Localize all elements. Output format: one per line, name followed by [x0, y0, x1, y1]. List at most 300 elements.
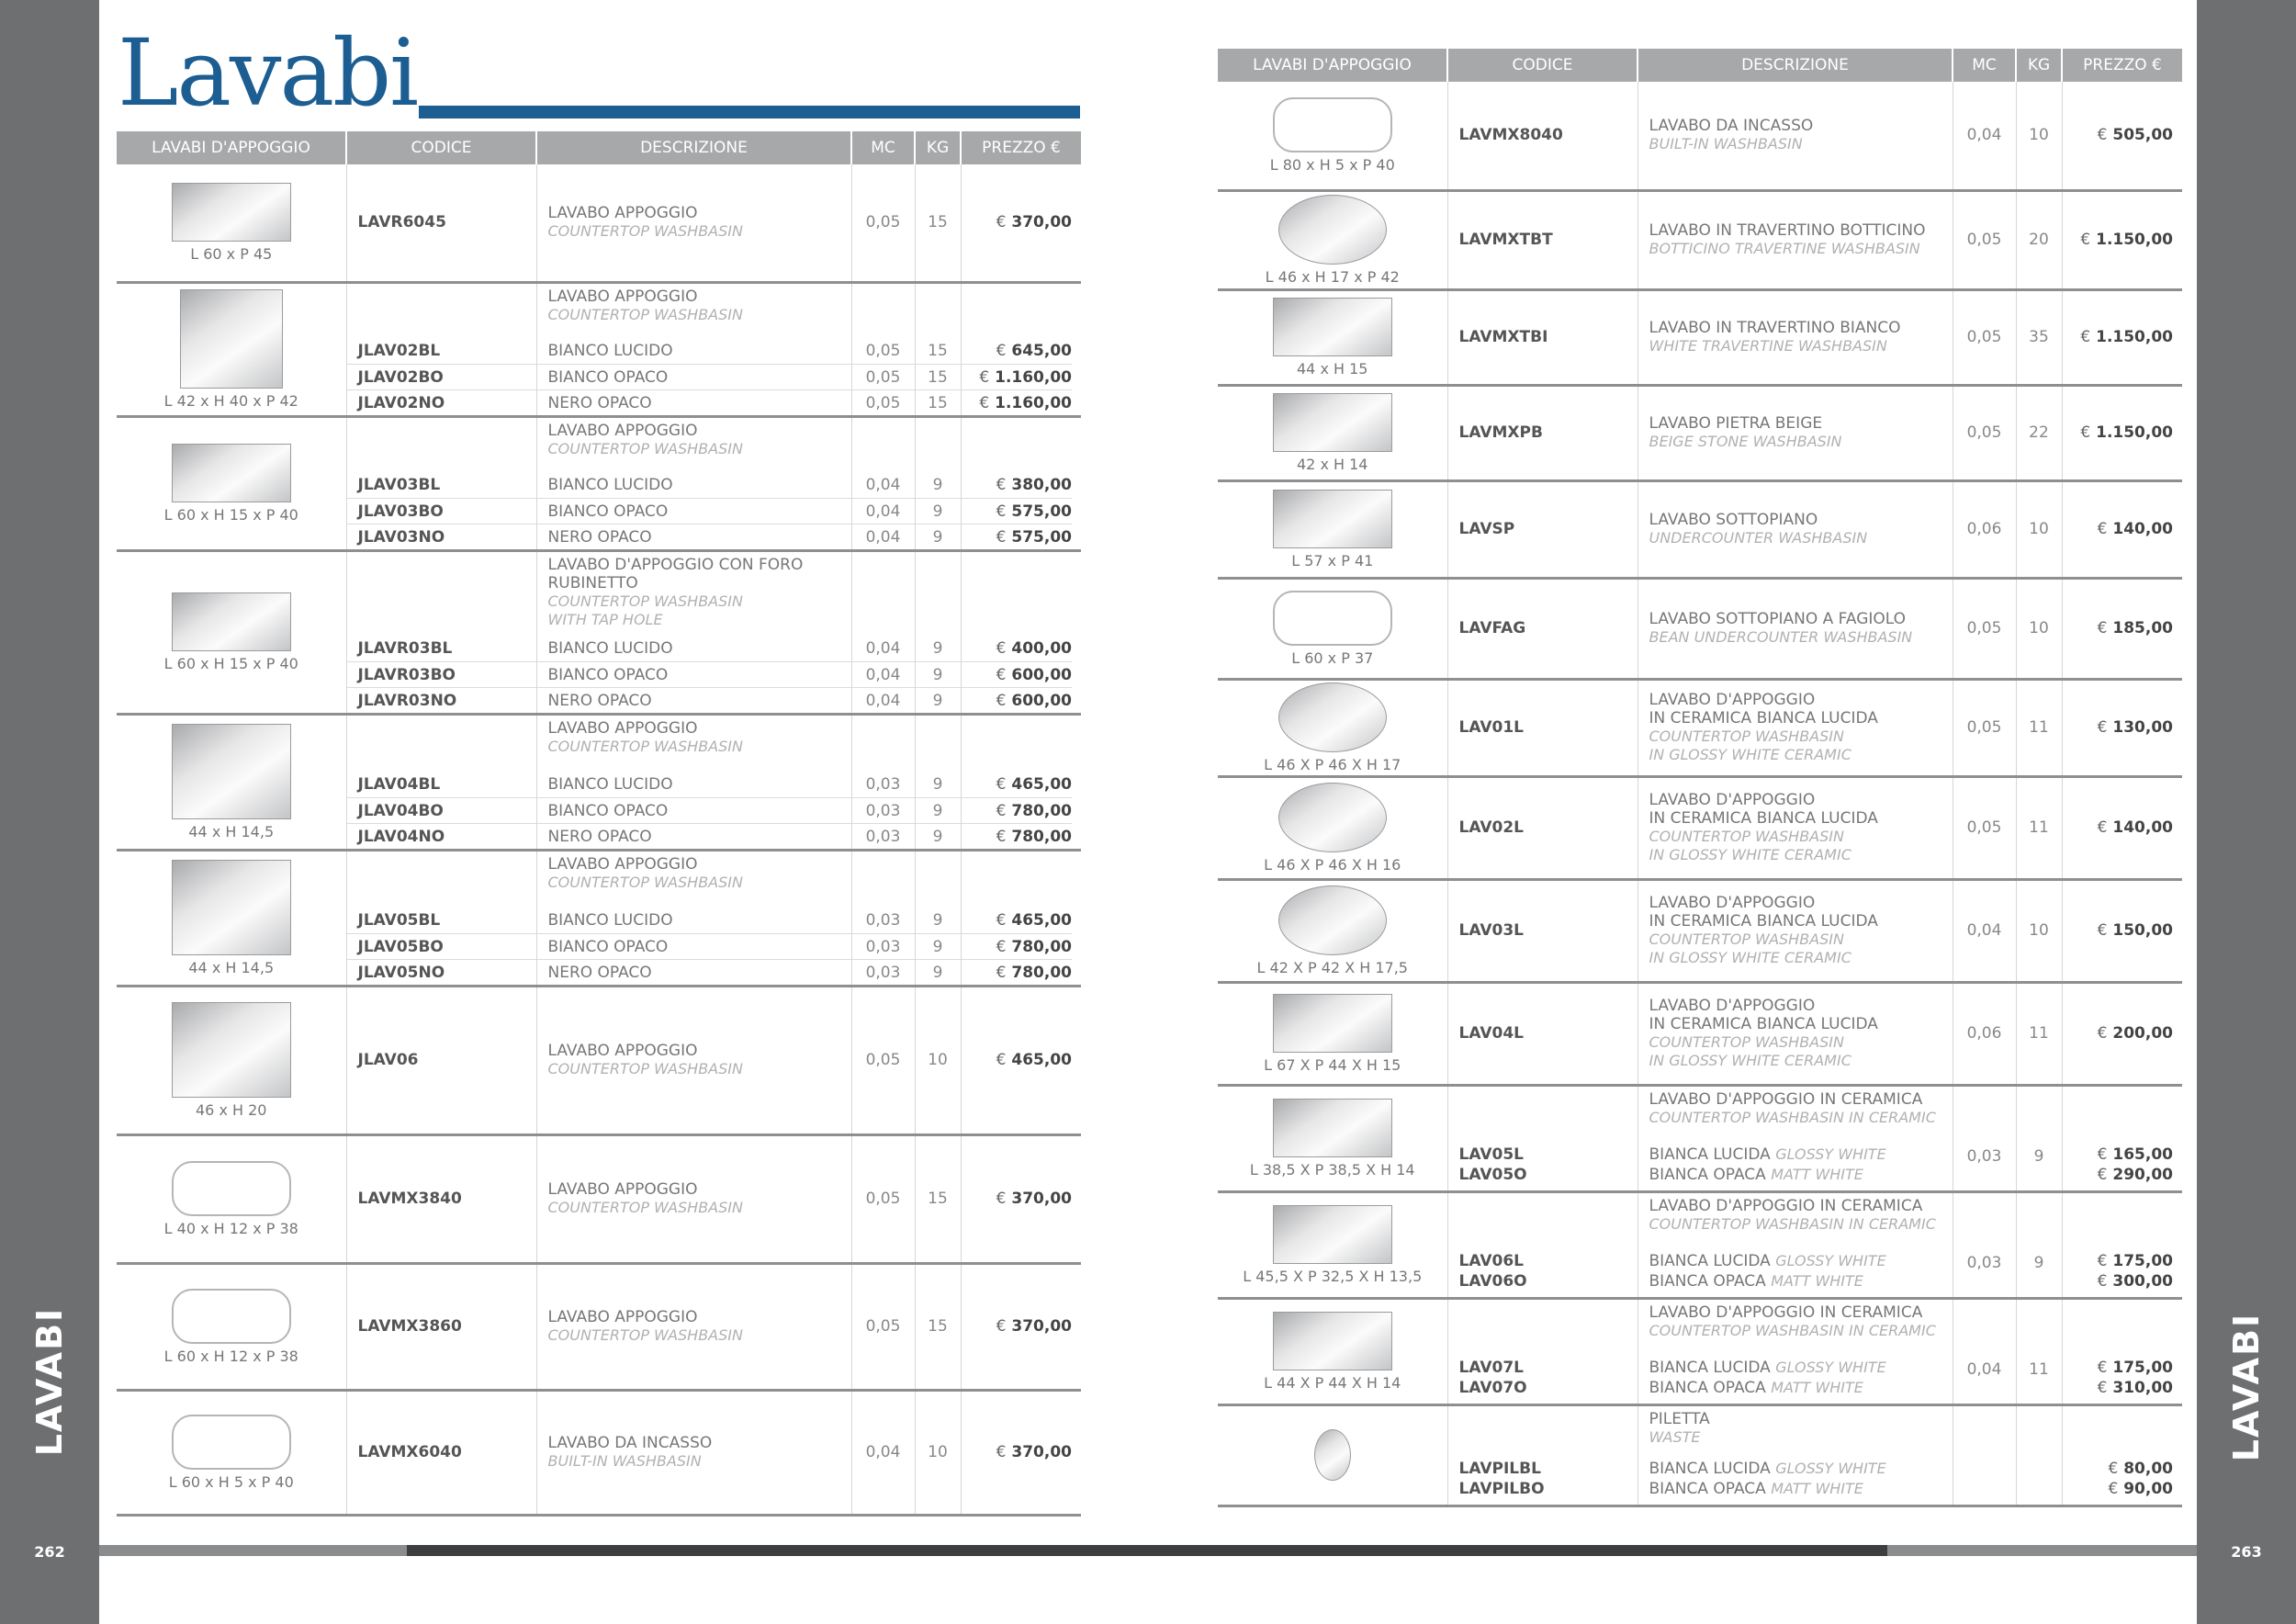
product-image-cell [117, 1263, 346, 1390]
description-en: BUILT-IN WASHBASIN [547, 1452, 702, 1470]
group-description [537, 418, 851, 462]
description-stack [1638, 881, 1953, 981]
variant-code: LAV05O [1458, 1165, 1527, 1184]
variant-code: JLAVR03BL [357, 638, 453, 658]
description-stack [1638, 1300, 1953, 1404]
currency: € [2080, 328, 2091, 346]
currency: € [2097, 818, 2108, 837]
price-cell [2062, 1298, 2182, 1404]
mc-stack [1953, 681, 2016, 775]
page-title: Lavabi [118, 19, 418, 127]
left-price-table [117, 131, 1081, 1517]
kg-value: 9 [916, 661, 961, 687]
price-value [962, 1047, 1073, 1073]
variant-code: LAVPILBL [1458, 1459, 1541, 1478]
product-dimensions: L 42 X P 42 X H 17,5 [1256, 958, 1408, 976]
kg-cell [915, 164, 961, 282]
currency: € [996, 502, 1007, 521]
amount: 780,00 [1011, 963, 1072, 982]
page-number-right: 263 [2231, 1543, 2262, 1561]
mc-value: 0,05 [1966, 328, 2002, 346]
code-stack [1448, 681, 1638, 775]
price-stack [962, 164, 1073, 281]
mc-stack [852, 418, 915, 549]
description-it: LAVABO IN TRAVERTINO BOTTICINO [1649, 221, 1926, 240]
kg-value: 11 [2029, 1360, 2049, 1379]
product-image [180, 289, 283, 389]
description-cell [536, 1390, 851, 1515]
mc-value: 0,06 [1966, 520, 2002, 538]
price-value [962, 823, 1073, 849]
product-dimensions: L 67 X P 44 X H 15 [1264, 1055, 1401, 1074]
mc-value: 0,04 [865, 1443, 901, 1461]
price-value [2063, 516, 2174, 542]
finish-en: GLOSSY WHITE [1775, 1358, 1886, 1376]
price-cell [961, 1263, 1081, 1390]
variant-code: LAV05L [1458, 1145, 1524, 1164]
kg-value: 9 [932, 774, 943, 794]
variant-finish: BIANCO LUCIDO [547, 341, 673, 360]
amount: 1.150,00 [2096, 423, 2173, 442]
price-cell [2062, 776, 2182, 879]
price-value [2063, 420, 2174, 445]
description-it: LAVABO D'APPOGGIO [1649, 691, 1816, 709]
description-it-line2: IN CERAMICA BIANCA LUCIDA [1649, 1015, 1878, 1033]
price-stack [962, 552, 1073, 713]
kg-value: 15 [928, 1317, 948, 1336]
kg-value: 15 [916, 389, 961, 415]
code-cell [1447, 578, 1638, 679]
product-dimensions: L 46 X P 46 X H 17 [1264, 755, 1401, 773]
kg-cell [2016, 480, 2062, 578]
description-cell [1638, 1404, 1953, 1506]
variant-code: LAV06L [1458, 1251, 1524, 1270]
product-row [117, 1263, 1081, 1390]
variant-finish [1638, 1251, 1953, 1271]
variant-code: LAV07O [1458, 1378, 1527, 1397]
variant-code: JLAV05BL [357, 910, 441, 930]
variant-code: JLAV03BL [357, 475, 441, 494]
kg-stack [2017, 1193, 2062, 1297]
variant-finish: BIANCO OPACO [537, 364, 851, 389]
variant-list [537, 908, 851, 985]
mc-cell [1953, 190, 2016, 289]
description-stack [537, 851, 851, 985]
amount: 200,00 [2112, 1024, 2173, 1043]
product-image-cell [117, 282, 346, 416]
kg-stack [916, 1136, 961, 1262]
mc-cell [1953, 982, 2016, 1085]
header-kg: KG [915, 131, 961, 164]
variant-finish: BIANCO LUCIDO [547, 910, 673, 930]
product-image [172, 592, 291, 651]
product-dimensions: L 38,5 X P 38,5 X H 14 [1249, 1160, 1415, 1179]
price-stack [2063, 387, 2174, 479]
code-stack [1448, 984, 1638, 1084]
product-code: LAVSP [1458, 520, 1515, 538]
variant-code: JLAV03NO [347, 524, 536, 549]
description-it: LAVABO APPOGGIO [547, 421, 698, 440]
description-en: COUNTERTOP WASHBASIN IN CERAMIC [1649, 1108, 1936, 1126]
price-stack [2063, 192, 2174, 288]
finish-it: BIANCA OPACA [1649, 1165, 1766, 1184]
product-description [537, 1038, 851, 1082]
bottom-rule [99, 1545, 2197, 1556]
code-stack [1448, 82, 1638, 189]
price-cell [961, 850, 1081, 986]
mc-value: 0,05 [852, 364, 915, 389]
code-cell [346, 164, 536, 282]
amount: 300,00 [2112, 1271, 2173, 1291]
code-cell [346, 416, 536, 550]
product-description [1638, 411, 1953, 455]
product-row [117, 416, 1081, 550]
product-image-cell [1218, 879, 1447, 982]
price-value [962, 498, 1073, 524]
kg-cell [2016, 190, 2062, 289]
price-stack [2063, 82, 2174, 189]
description-en-line2: IN GLOSSY WHITE CERAMIC [1649, 746, 1851, 763]
description-en: COUNTERTOP WASHBASIN [1649, 930, 1844, 948]
kg-value: 9 [932, 910, 943, 930]
description-en-line2: IN GLOSSY WHITE CERAMIC [1649, 949, 1851, 966]
mc-value: 0,05 [1966, 423, 2002, 442]
description-it: LAVABO DA INCASSO [547, 1434, 713, 1452]
kg-value [2017, 1460, 2062, 1486]
product-dimensions: 46 x H 20 [196, 1100, 267, 1119]
header-code: CODICE [346, 131, 536, 164]
product-code: LAVMX6040 [357, 1443, 462, 1461]
product-dimensions: 44 x H 14,5 [188, 822, 275, 840]
mc-cell [851, 714, 915, 850]
amount: 505,00 [2112, 126, 2173, 145]
finish-it: BIANCA OPACA [1649, 1378, 1766, 1397]
description-cell [1638, 578, 1953, 679]
amount: 130,00 [2112, 718, 2173, 737]
group-description [537, 716, 851, 760]
kg-value: 11 [2029, 718, 2049, 737]
description-en: BUILT-IN WASHBASIN [1649, 135, 1803, 153]
currency: € [2097, 1358, 2108, 1377]
kg-stack [2017, 192, 2062, 288]
currency: € [2108, 1459, 2119, 1478]
currency: € [996, 910, 1007, 930]
product-code: JLAV06 [357, 1051, 419, 1069]
description-stack [1638, 192, 1953, 288]
kg-value: 9 [916, 524, 961, 549]
variant-finish: BIANCO OPACO [537, 661, 851, 687]
product-image-cell [1218, 190, 1447, 289]
product-row [1218, 776, 2182, 879]
description-stack [1638, 580, 1953, 678]
mc-cell [1953, 1298, 2016, 1404]
group-description [1638, 1193, 1953, 1237]
description-cell [536, 282, 851, 416]
product-image [172, 183, 291, 242]
product-row [1218, 1191, 2182, 1298]
description-cell [536, 850, 851, 986]
description-en: BEAN UNDERCOUNTER WASHBASIN [1649, 628, 1913, 646]
description-en: COUNTERTOP WASHBASIN [547, 873, 743, 891]
product-dimensions: L 60 x H 15 x P 40 [163, 654, 298, 672]
product-dimensions: L 46 X P 46 X H 16 [1264, 855, 1401, 874]
kg-cell [2016, 982, 2062, 1085]
mc-stack [1953, 291, 2016, 384]
kg-stack [2017, 1300, 2062, 1404]
currency: € [996, 527, 1007, 547]
variant-code: JLAV04BO [347, 797, 536, 823]
product-image-cell [1218, 289, 1447, 385]
product-image [172, 724, 291, 819]
code-cell [346, 282, 536, 416]
product-description [1638, 218, 1953, 262]
product-image-cell [117, 416, 346, 550]
price-value [2063, 918, 2174, 943]
mc-stack [1953, 1406, 2016, 1505]
description-cell [1638, 82, 1953, 190]
product-row [1218, 578, 2182, 679]
description-cell [1638, 879, 1953, 982]
description-en: COUNTERTOP WASHBASIN [547, 439, 743, 457]
price-value [2063, 1358, 2174, 1378]
price-stack [2063, 1300, 2174, 1404]
product-code: LAVMXTBT [1458, 231, 1553, 249]
amount: 380,00 [1011, 475, 1072, 494]
price-stack [2063, 291, 2174, 384]
product-row [1218, 879, 2182, 982]
description-it: LAVABO D'APPOGGIO IN CERAMICA [1649, 1196, 1923, 1215]
mc-cell [851, 1263, 915, 1390]
price-value [962, 209, 1073, 235]
product-dimensions: L 44 X P 44 X H 14 [1264, 1373, 1401, 1392]
variant-finish: BIANCO LUCIDO [547, 774, 673, 794]
kg-value: 9 [916, 823, 961, 849]
code-stack [1448, 1300, 1638, 1404]
kg-value: 15 [928, 341, 948, 360]
product-row [1218, 1298, 2182, 1404]
price-value [962, 908, 1073, 933]
side-label-right: LAVABI [2226, 1312, 2267, 1462]
header-desc: DESCRIZIONE [536, 131, 851, 164]
kg-value: 9 [916, 797, 961, 823]
kg-value: 9 [932, 638, 943, 658]
amount: 575,00 [1011, 502, 1072, 521]
mc-stack [1953, 1087, 2016, 1190]
product-row [1218, 82, 2182, 190]
currency: € [2097, 1024, 2108, 1043]
product-image [172, 1161, 291, 1216]
finish-en: GLOSSY WHITE [1775, 1145, 1886, 1163]
code-stack [347, 1392, 536, 1514]
kg-cell [2016, 82, 2062, 190]
kg-value: 9 [916, 959, 961, 985]
mc-stack [1953, 482, 2016, 577]
product-dimensions: 42 x H 14 [1297, 455, 1368, 473]
currency: € [996, 1051, 1007, 1069]
kg-cell [2016, 1404, 2062, 1506]
product-image [172, 860, 291, 955]
finish-it: BIANCA LUCIDA [1649, 1145, 1771, 1164]
price-value [2063, 1165, 2174, 1185]
product-dimensions: 44 x H 14,5 [188, 958, 275, 976]
header-price: PREZZO € [2062, 49, 2182, 82]
kg-value: 11 [2029, 818, 2049, 837]
price-value [2063, 1145, 2174, 1165]
product-description [537, 1304, 851, 1348]
mc-cell [851, 416, 915, 550]
kg-stack [2017, 778, 2062, 878]
mc-value [1953, 1460, 2016, 1486]
currency: € [996, 213, 1007, 232]
mc-cell [1953, 1191, 2016, 1298]
amount: 140,00 [2112, 818, 2173, 837]
kg-value: 10 [928, 1443, 948, 1461]
currency: € [2097, 1251, 2108, 1270]
mc-stack [852, 284, 915, 415]
mc-stack [1953, 1300, 2016, 1404]
description-it: LAVABO IN TRAVERTINO BIANCO [1649, 319, 1901, 337]
price-cell [2062, 1191, 2182, 1298]
description-stack [1638, 1406, 1953, 1505]
description-en: COUNTERTOP WASHBASIN [547, 1199, 743, 1216]
price-value [962, 797, 1073, 823]
product-dimensions: L 40 x H 12 x P 38 [163, 1219, 298, 1237]
amount: 465,00 [1011, 774, 1072, 794]
price-value [962, 772, 1073, 797]
product-image-cell [117, 714, 346, 850]
price-cell [2062, 879, 2182, 982]
mc-value: 0,04 [1966, 126, 2002, 145]
description-cell [1638, 982, 1953, 1085]
mc-stack [1953, 881, 2016, 981]
header-type: LAVABI D'APPOGGIO [1218, 49, 1447, 82]
product-dimensions: L 46 x H 17 x P 42 [1265, 267, 1400, 286]
amount: 780,00 [1011, 827, 1072, 846]
currency: € [996, 774, 1007, 794]
code-stack [1448, 291, 1638, 384]
price-value [962, 1439, 1073, 1465]
code-stack [1448, 1193, 1638, 1297]
kg-cell [915, 1390, 961, 1515]
currency: € [2097, 1271, 2108, 1291]
description-cell [1638, 1191, 1953, 1298]
kg-cell [915, 1134, 961, 1263]
product-row [1218, 190, 2182, 289]
price-value [2063, 615, 2174, 641]
price-cell [2062, 480, 2182, 578]
kg-cell [915, 986, 961, 1134]
mc-value: 0,05 [865, 1051, 901, 1069]
kg-value: 9 [2033, 1147, 2044, 1166]
price-value [2063, 1251, 2174, 1271]
code-stack [1448, 387, 1638, 479]
product-code: LAVMXTBI [1458, 328, 1548, 346]
product-code: LAVFAG [1458, 619, 1526, 637]
left-sidebar [0, 0, 99, 1624]
product-dimensions: 44 x H 15 [1297, 359, 1368, 378]
price-cell [2062, 289, 2182, 385]
kg-value: 9 [916, 687, 961, 713]
description-it: LAVABO PIETRA BEIGE [1649, 414, 1823, 433]
amount: 1.160,00 [995, 367, 1072, 387]
product-row [1218, 289, 2182, 385]
price-value [2063, 1271, 2174, 1291]
mc-value: 0,04 [852, 524, 915, 549]
price-cell [961, 416, 1081, 550]
kg-stack [2017, 580, 2062, 678]
product-image-cell [1218, 776, 1447, 879]
description-stack [1638, 984, 1953, 1084]
code-cell [1447, 679, 1638, 776]
mc-value: 0,06 [1966, 1024, 2002, 1043]
finish-en: MATT WHITE [1771, 1165, 1863, 1183]
product-description [1638, 993, 1953, 1074]
mc-cell [851, 1134, 915, 1263]
product-image-cell [1218, 480, 1447, 578]
amount: 600,00 [1011, 665, 1072, 684]
mc-stack [852, 552, 915, 713]
mc-cell [851, 282, 915, 416]
description-it: LAVABO APPOGGIO [547, 854, 698, 874]
amount: 150,00 [2112, 921, 2173, 940]
currency: € [2080, 423, 2091, 442]
code-stack [347, 1136, 536, 1262]
variant-finish: NERO OPACO [537, 389, 851, 415]
currency: € [996, 827, 1007, 846]
amount: 465,00 [1011, 910, 1072, 930]
price-cell [961, 986, 1081, 1134]
variant-finish: NERO OPACO [537, 823, 851, 849]
price-stack [2063, 1193, 2174, 1297]
code-cell [346, 1390, 536, 1515]
kg-cell [2016, 776, 2062, 879]
mc-value: 0,03 [852, 933, 915, 959]
product-image-cell [1218, 1085, 1447, 1191]
mc-value: 0,04 [852, 661, 915, 687]
product-image-cell [1218, 385, 1447, 480]
product-image [1273, 490, 1392, 548]
kg-value: 20 [2029, 231, 2049, 249]
kg-stack [916, 987, 961, 1133]
price-cell [961, 282, 1081, 416]
header-desc: DESCRIZIONE [1638, 49, 1953, 82]
product-description [1638, 507, 1953, 551]
variant-finish [1638, 1459, 1953, 1479]
variant-list [537, 772, 851, 849]
description-stack [537, 716, 851, 849]
amount: 175,00 [2112, 1358, 2173, 1377]
code-cell [1447, 385, 1638, 480]
code-stack [347, 1265, 536, 1389]
kg-stack [2017, 984, 2062, 1084]
description-en: COUNTERTOP WASHBASIN [1649, 828, 1844, 845]
description-stack [1638, 1193, 1953, 1297]
price-value [962, 389, 1073, 415]
currency: € [996, 691, 1007, 710]
currency: € [996, 1443, 1007, 1461]
product-description [1638, 787, 1953, 868]
product-description [1638, 315, 1953, 359]
currency: € [996, 638, 1007, 658]
price-stack [962, 716, 1073, 849]
variant-code: JLAV02NO [347, 389, 536, 415]
mc-stack [1953, 387, 2016, 479]
description-stack [1638, 778, 1953, 878]
group-description [1638, 1406, 1953, 1450]
kg-stack [2017, 681, 2062, 775]
product-row [1218, 1085, 2182, 1191]
description-it: LAVABO APPOGGIO [547, 204, 698, 223]
